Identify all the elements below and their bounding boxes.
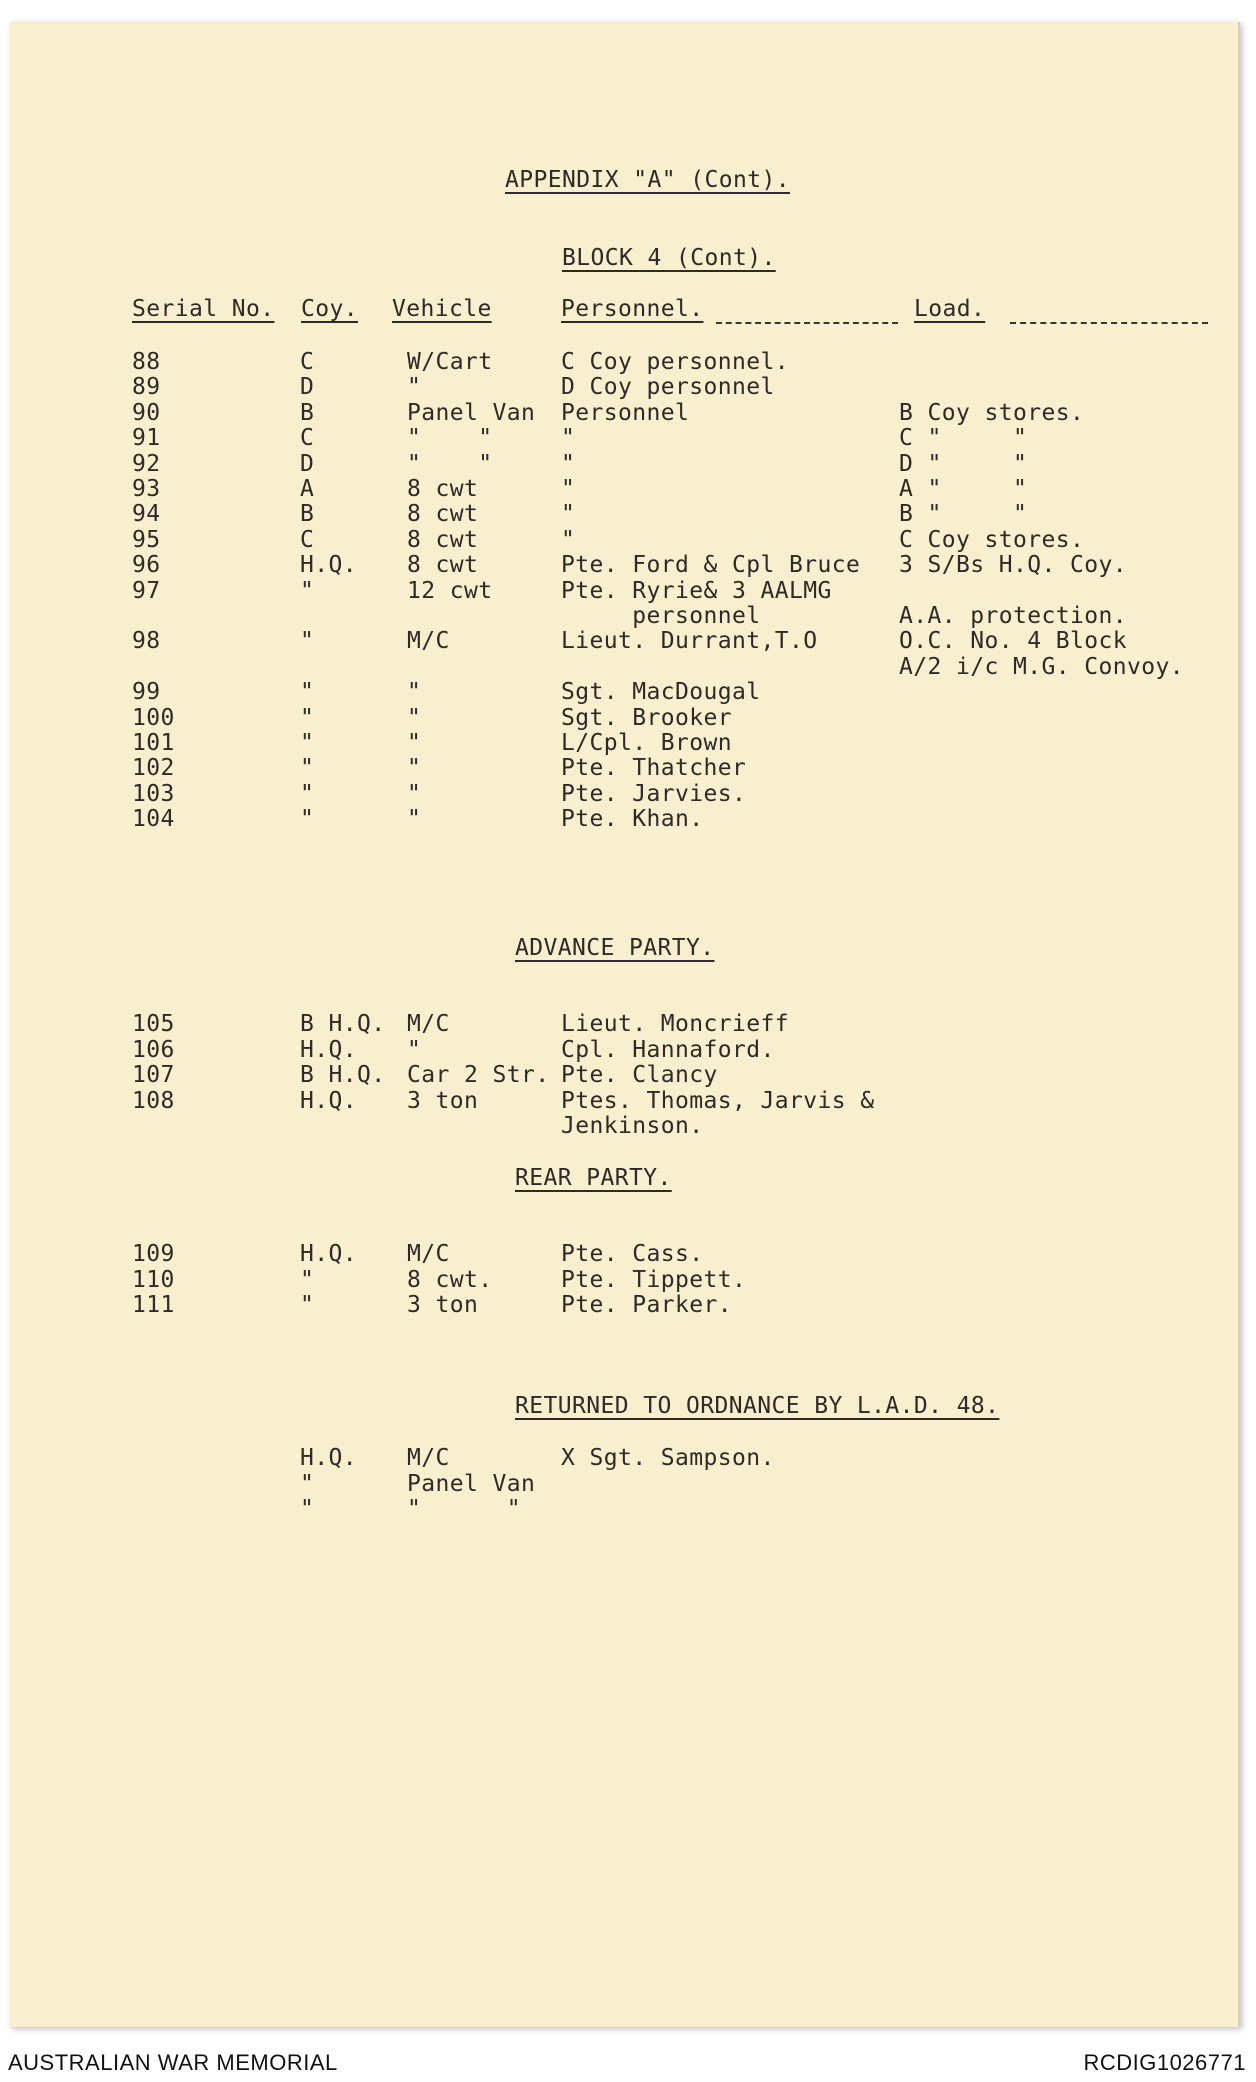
rear-serial-cell: 111 xyxy=(132,1292,175,1318)
block-coy-cell: " xyxy=(300,704,315,731)
block-personnel-cell: " xyxy=(561,501,576,528)
advance-coy-cell: H.Q. xyxy=(300,1036,357,1063)
advance-personnel-cell: Jenkinson. xyxy=(561,1113,704,1139)
block-vehicle-cell: " xyxy=(407,374,422,401)
block-coy-cell: H.Q. xyxy=(300,552,357,579)
block-personnel-cell: Lieut. Durrant,T.O xyxy=(561,628,818,655)
block-vehicle-cell: M/C xyxy=(407,628,450,655)
block-coy-cell: " xyxy=(300,780,315,807)
rear-vehicle-cell: 3 ton xyxy=(407,1292,479,1318)
block-coy-cell: C xyxy=(300,349,315,375)
block-coy-cell: " xyxy=(300,628,315,655)
block-vehicle-cell: 8 cwt xyxy=(407,526,479,553)
block-personnel-cell: " xyxy=(561,476,576,502)
footer-institution: AUSTRALIAN WAR MEMORIAL xyxy=(8,2050,338,2075)
block-coy-cell: A xyxy=(300,476,315,502)
block-personnel-cell: " xyxy=(561,526,576,553)
block-serial-cell: 92 xyxy=(132,450,161,477)
block-personnel-cell: Personnel xyxy=(561,399,690,426)
advance-vehicle-cell: 3 ton xyxy=(407,1087,479,1114)
block-load-cell: C Coy stores. xyxy=(899,526,1085,553)
rear-personnel-cell: Pte. Cass. xyxy=(561,1241,704,1267)
block-coy-cell: " xyxy=(300,577,315,604)
block-personnel-cell: Sgt. Brooker xyxy=(561,704,732,731)
advance-serial-cell: 106 xyxy=(132,1036,175,1063)
block-coy-cell: " xyxy=(300,806,315,833)
block-personnel-cell: personnel xyxy=(561,603,761,629)
advance-party-title: ADVANCE PARTY. xyxy=(515,935,715,961)
header-serial: Serial No. xyxy=(132,296,275,322)
block-personnel-cell: Sgt. MacDougal xyxy=(561,679,761,706)
block-personnel-cell: C Coy personnel. xyxy=(561,349,789,375)
block-personnel-cell: Pte. Ford & Cpl Bruce xyxy=(561,552,861,579)
returned-title: RETURNED TO ORDNANCE BY L.A.D. 48. xyxy=(515,1393,1000,1419)
block-personnel-cell: Pte. Jarvies. xyxy=(561,780,747,807)
returned-coy-cell: H.Q. xyxy=(300,1445,357,1471)
header-coy: Coy. xyxy=(301,296,358,322)
block-vehicle-cell: " xyxy=(407,780,422,807)
advance-serial-cell: 105 xyxy=(132,1011,175,1037)
block-coy-cell: " xyxy=(300,755,315,782)
block-personnel-cell: Pte. Ryrie& 3 AALMG xyxy=(561,577,832,604)
block-load-cell: A.A. protection. xyxy=(899,603,1127,629)
rear-party-title: REAR PARTY. xyxy=(515,1165,672,1191)
returned-vehicle-cell: Panel Van xyxy=(407,1470,536,1497)
rear-coy-cell: " xyxy=(300,1292,315,1318)
block-serial-cell: 101 xyxy=(132,730,175,756)
advance-vehicle-cell: Car 2 Str. xyxy=(407,1062,550,1088)
rear-vehicle-cell: 8 cwt. xyxy=(407,1266,493,1293)
block-title: BLOCK 4 (Cont). xyxy=(562,245,776,271)
advance-serial-cell: 107 xyxy=(132,1062,175,1088)
block-personnel-cell: " xyxy=(561,425,576,452)
block-vehicle-cell: 8 cwt xyxy=(407,552,479,579)
header-rule-load xyxy=(1010,322,1208,324)
block-serial-cell: 94 xyxy=(132,501,161,528)
block-personnel-cell: Pte. Thatcher xyxy=(561,755,747,782)
block-personnel-cell: D Coy personnel xyxy=(561,374,775,401)
block-serial-cell: 95 xyxy=(132,526,161,553)
returned-vehicle-cell: M/C xyxy=(407,1445,450,1471)
block-coy-cell: C xyxy=(300,425,315,452)
block-load-cell: 3 S/Bs H.Q. Coy. xyxy=(899,552,1127,579)
block-serial-cell: 104 xyxy=(132,806,175,833)
advance-serial-cell: 108 xyxy=(132,1087,175,1114)
block-load-cell: B " " xyxy=(899,501,1028,528)
header-vehicle: Vehicle xyxy=(392,296,492,322)
rear-serial-cell: 109 xyxy=(132,1241,175,1267)
block-load-cell: C " " xyxy=(899,425,1028,452)
block-serial-cell: 100 xyxy=(132,704,175,731)
block-serial-cell: 97 xyxy=(132,577,161,604)
block-serial-cell: 98 xyxy=(132,628,161,655)
advance-coy-cell: B H.Q. xyxy=(300,1062,386,1088)
block-vehicle-cell: " " xyxy=(407,425,493,452)
header-rule-personnel xyxy=(716,322,898,324)
block-load-cell: O.C. No. 4 Block xyxy=(899,628,1127,655)
rear-coy-cell: " xyxy=(300,1266,315,1293)
header-load: Load. xyxy=(914,296,986,322)
block-serial-cell: 99 xyxy=(132,679,161,706)
block-serial-cell: 102 xyxy=(132,755,175,782)
header-personnel: Personnel. xyxy=(561,296,704,322)
block-vehicle-cell: " xyxy=(407,730,422,756)
block-vehicle-cell: " xyxy=(407,704,422,731)
block-serial-cell: 91 xyxy=(132,425,161,452)
block-personnel-cell: " xyxy=(561,450,576,477)
block-load-cell: B Coy stores. xyxy=(899,399,1085,426)
footer-record-id: RCDIG1026771 xyxy=(1083,2050,1246,2075)
block-personnel-cell: L/Cpl. Brown xyxy=(561,730,732,756)
block-coy-cell: D xyxy=(300,450,315,477)
block-coy-cell: B xyxy=(300,501,315,528)
block-serial-cell: 93 xyxy=(132,476,161,502)
block-coy-cell: D xyxy=(300,374,315,401)
rear-personnel-cell: Pte. Tippett. xyxy=(561,1266,747,1293)
block-vehicle-cell: " xyxy=(407,806,422,833)
block-coy-cell: C xyxy=(300,526,315,553)
block-serial-cell: 88 xyxy=(132,349,161,375)
block-load-cell: A " " xyxy=(899,476,1028,502)
rear-vehicle-cell: M/C xyxy=(407,1241,450,1267)
block-vehicle-cell: W/Cart xyxy=(407,349,493,375)
advance-personnel-cell: Cpl. Hannaford. xyxy=(561,1036,775,1063)
returned-coy-cell: " xyxy=(300,1470,315,1497)
block-serial-cell: 103 xyxy=(132,780,175,807)
block-load-cell: D " " xyxy=(899,450,1028,477)
advance-personnel-cell: Lieut. Moncrieff xyxy=(561,1011,789,1037)
block-vehicle-cell: " xyxy=(407,679,422,706)
block-vehicle-cell: Panel Van xyxy=(407,399,536,426)
returned-coy-cell: " xyxy=(300,1496,315,1522)
returned-vehicle-cell: " " xyxy=(407,1496,521,1522)
block-vehicle-cell: 8 cwt xyxy=(407,476,479,502)
block-vehicle-cell: " " xyxy=(407,450,493,477)
advance-personnel-cell: Pte. Clancy xyxy=(561,1062,718,1088)
advance-vehicle-cell: " xyxy=(407,1036,422,1063)
block-serial-cell: 96 xyxy=(132,552,161,579)
rear-coy-cell: H.Q. xyxy=(300,1241,357,1267)
returned-personnel-cell: X Sgt. Sampson. xyxy=(561,1445,775,1471)
rear-personnel-cell: Pte. Parker. xyxy=(561,1292,732,1318)
block-serial-cell: 90 xyxy=(132,399,161,426)
block-vehicle-cell: 8 cwt xyxy=(407,501,479,528)
block-vehicle-cell: 12 cwt xyxy=(407,577,493,604)
block-serial-cell: 89 xyxy=(132,374,161,401)
block-vehicle-cell: " xyxy=(407,755,422,782)
appendix-title: APPENDIX "A" (Cont). xyxy=(505,167,790,193)
advance-coy-cell: H.Q. xyxy=(300,1087,357,1114)
advance-personnel-cell: Ptes. Thomas, Jarvis & xyxy=(561,1087,875,1114)
block-coy-cell: " xyxy=(300,730,315,756)
block-personnel-cell: Pte. Khan. xyxy=(561,806,704,833)
advance-vehicle-cell: M/C xyxy=(407,1011,450,1037)
advance-coy-cell: B H.Q. xyxy=(300,1011,386,1037)
block-coy-cell: " xyxy=(300,679,315,706)
block-load-cell: A/2 i/c M.G. Convoy. xyxy=(899,653,1184,680)
block-coy-cell: B xyxy=(300,399,315,426)
rear-serial-cell: 110 xyxy=(132,1266,175,1293)
